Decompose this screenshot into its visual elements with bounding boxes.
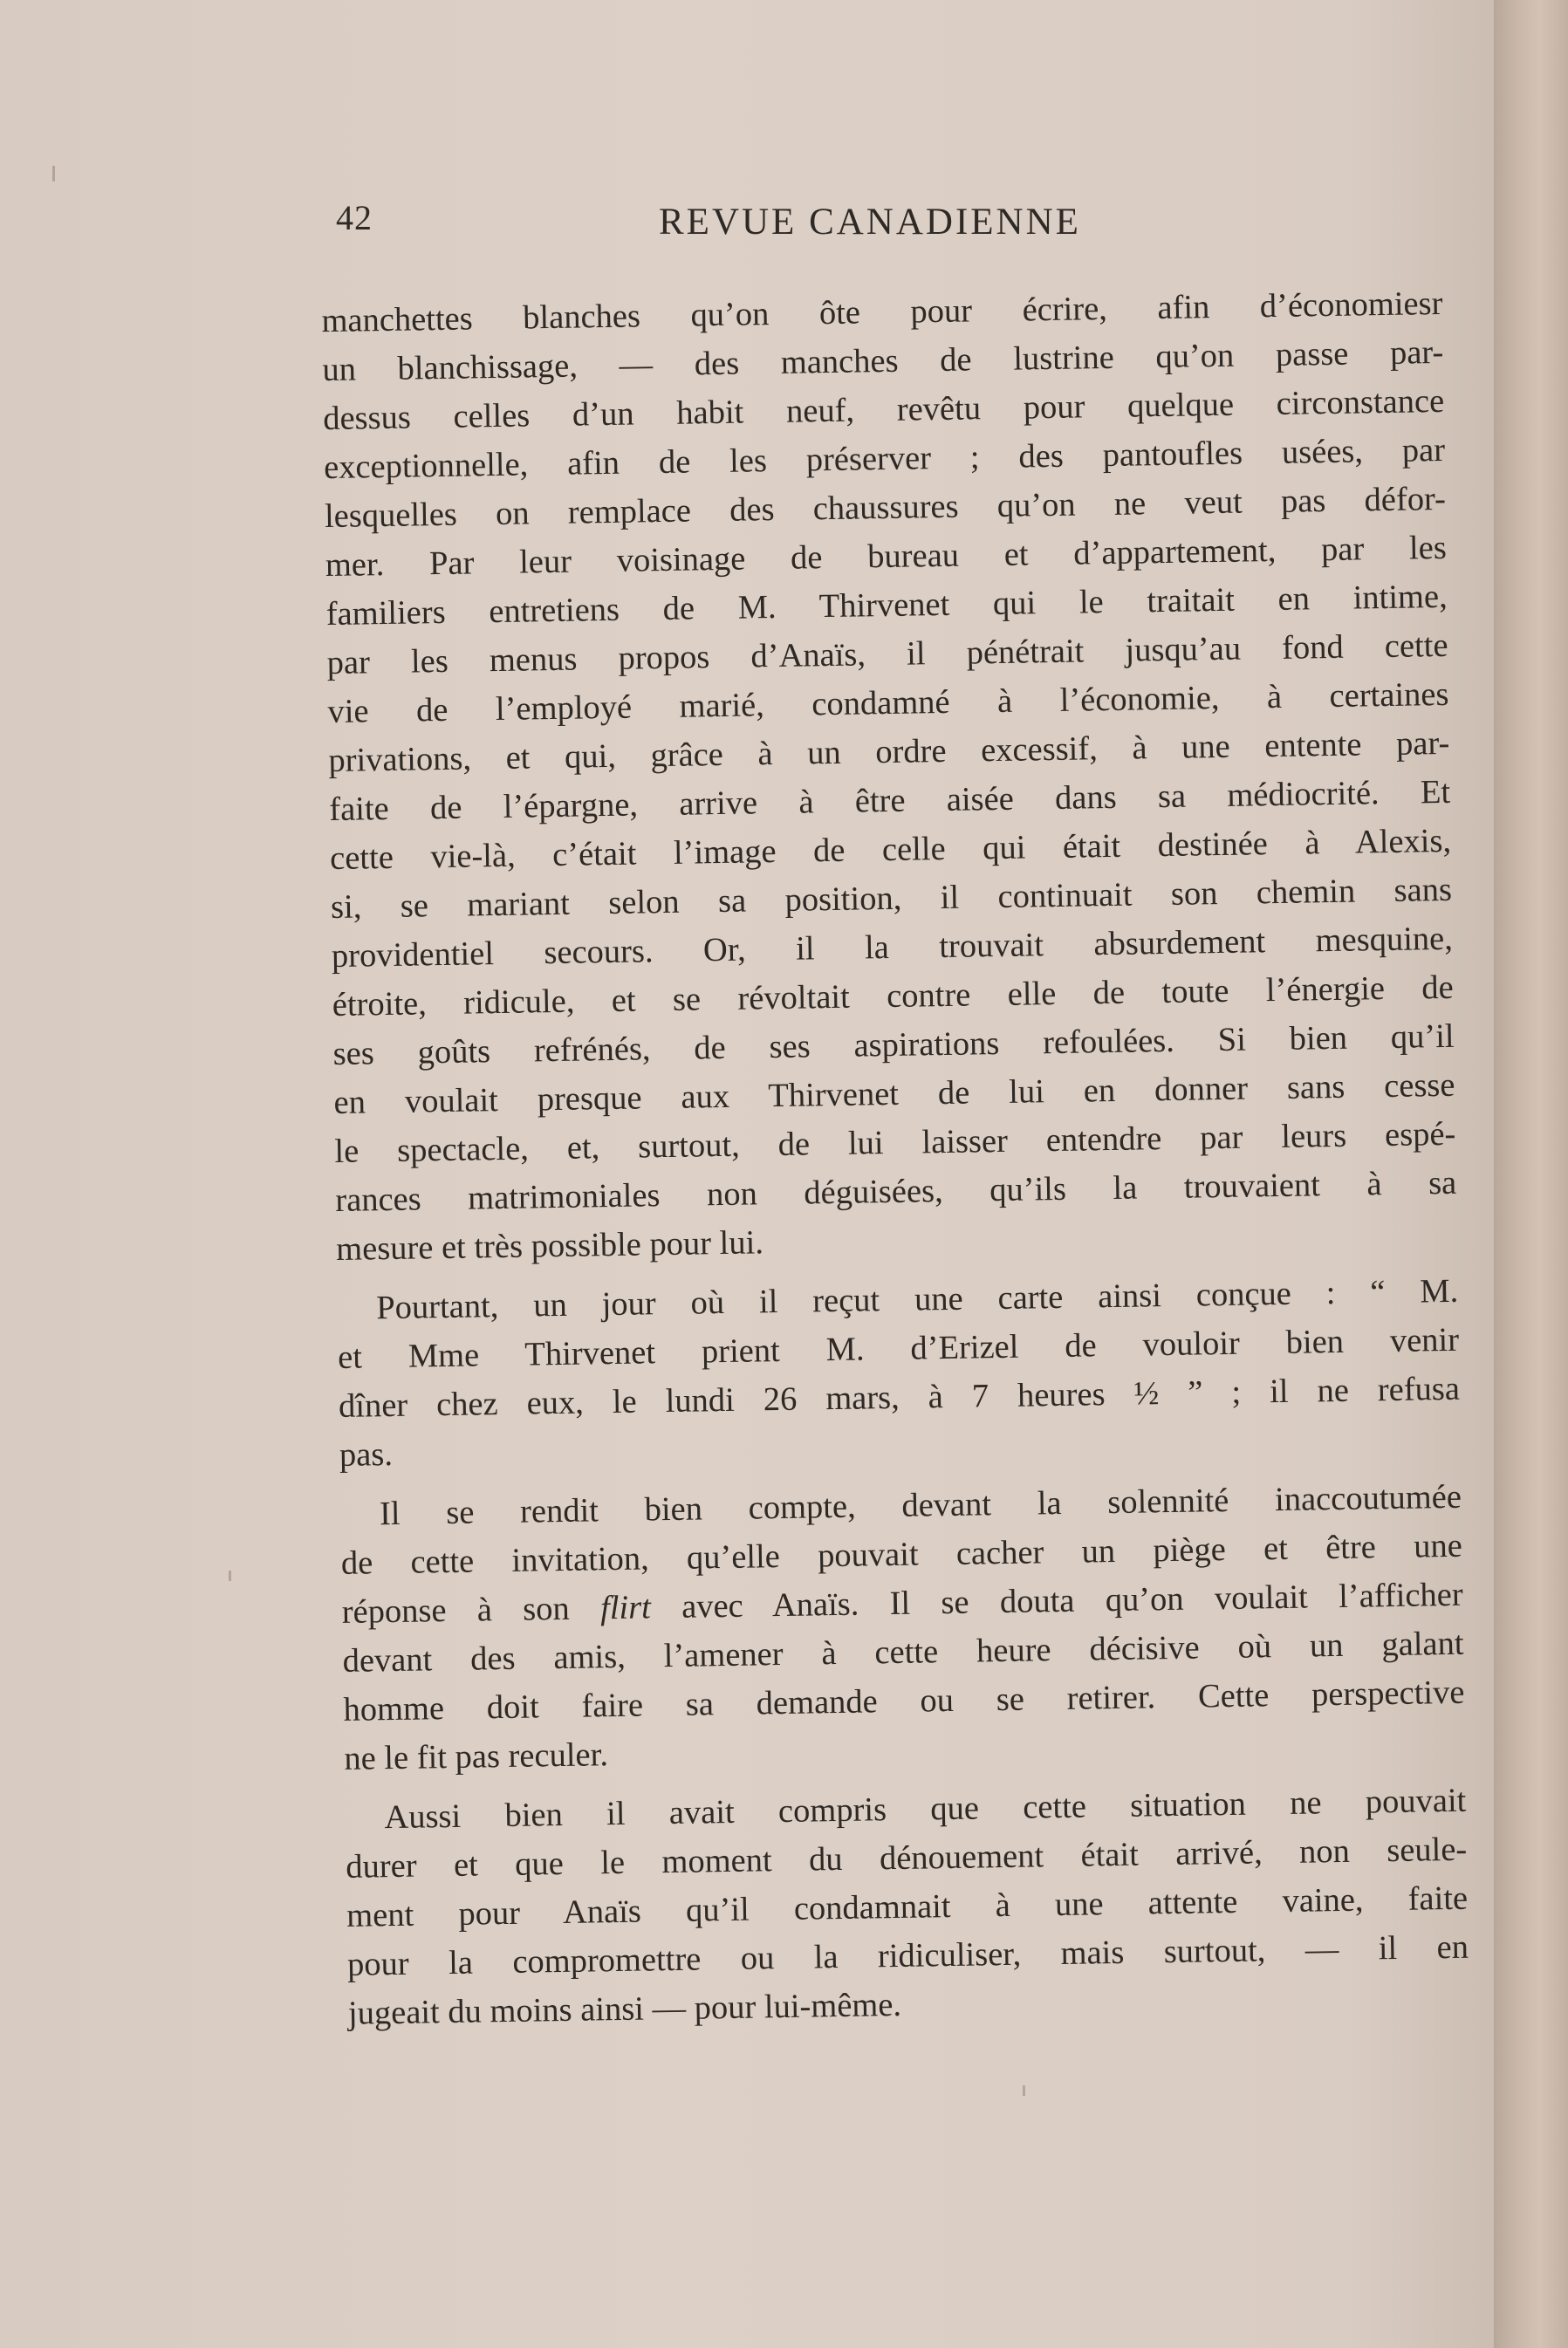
text-line: providentiel secours. Or, il la trouvait absurdement mesquine, xyxy=(331,920,1454,975)
paragraph-2 xyxy=(337,1267,1461,1480)
paper-speck xyxy=(52,166,55,181)
running-title: REVUE CANADIENNE xyxy=(659,202,1081,243)
text-line: mer. Par leur voisinage de bureau et d’appartement, par les xyxy=(325,529,1448,585)
text-line: un blanchissage, — des manches de lustrine qu’on passe par- xyxy=(322,333,1444,389)
text-line: ment pour Anaïs qu’il condamnait à une attente vaine, faite xyxy=(346,1879,1469,1934)
text-line: lesquelles on remplace des chaussures qu’on ne veut pas défor- xyxy=(324,480,1447,536)
text-line: exceptionnelle, afin de les préserver ; des pantoufles usées, par xyxy=(323,431,1446,487)
paragraph-4 xyxy=(345,1776,1469,2038)
page-edge xyxy=(1496,0,1568,2348)
text-line: de cette invitation, qu’elle pouvait cacher un piège et être une xyxy=(340,1527,1463,1582)
paragraph-1 xyxy=(321,279,1457,1274)
italic-word: flirt xyxy=(599,1589,652,1627)
text-line: faite de l’épargne, arrive à être aisée dans sa médiocrité. Et xyxy=(328,773,1451,829)
text-line: et Mme Thirvenet prient M. d’Erizel de vouloir bien venir xyxy=(337,1321,1460,1376)
text-line: par les menus propos d’Anaïs, il pénétrait jusqu’au fond cette xyxy=(326,626,1448,682)
text-line: pas. xyxy=(339,1435,394,1474)
text-line: manchettes blanches qu’on ôte pour écrire, afin d’économiesr xyxy=(321,284,1443,340)
text-line: étroite, ridicule, et se révoltait contre elle de toute l’énergie de xyxy=(332,969,1455,1023)
text-line: rances matrimoniales non déguisées, qu’ils la trouvaient à sa xyxy=(335,1164,1457,1219)
text-fragment: avec Anaïs. Il se douta qu’on voulait l’afficher xyxy=(681,1576,1463,1626)
paper-speck xyxy=(1023,2085,1025,2096)
text-line: privations, et qui, grâce à un ordre excessif, à une entente par- xyxy=(328,724,1450,780)
page-number: 42 xyxy=(336,198,373,237)
paper-speck xyxy=(229,1571,231,1581)
text-line: Aussi bien il avait compris que cette situation ne pouvait xyxy=(384,1782,1467,1837)
text-line: cette vie-là, c’était l’image de celle qui était destinée à Alexis, xyxy=(329,822,1452,878)
body-text xyxy=(321,279,1469,2038)
text-line: durer et que le moment du dénouement était arrivé, non seule- xyxy=(346,1831,1468,1886)
text-line: le spectacle, et, surtout, de lui laisser entendre par leurs espé- xyxy=(334,1115,1456,1170)
text-line: ses goûts refrénés, de ses aspirations refoulées. Si bien qu’il xyxy=(332,1017,1455,1072)
page-header xyxy=(336,194,1139,246)
text-line: pour la compromettre ou la ridiculiser, mais surtout, — il en xyxy=(346,1928,1469,1983)
text-line: ne le fit pas reculer. xyxy=(344,1736,609,1777)
text-line: jugeait du moins ainsi — pour lui-même. xyxy=(347,1986,902,2032)
paragraph-3 xyxy=(340,1473,1466,1783)
text-line: Il se rendit bien compte, devant la solennité inaccoutumée xyxy=(379,1478,1462,1533)
text-line: en voulait presque aux Thirvenet de lui en donner sans cesse xyxy=(333,1066,1455,1121)
text-line: dessus celles d’un habit neuf, revêtu pour quelque circonstance xyxy=(322,382,1445,438)
text-line: mesure et très possible pour lui. xyxy=(335,1224,764,1268)
text-line: familiers entretiens de M. Thirvenet qui le traitait en intime, xyxy=(325,578,1448,633)
text-line: si, se mariant selon sa position, il continuait son chemin sans xyxy=(330,871,1453,927)
text-line: Pourtant, un jour où il reçut une carte ainsi conçue : “ M. xyxy=(375,1272,1459,1327)
text-fragment: réponse à son xyxy=(341,1590,571,1631)
text-line: homme doit faire sa demande ou se retirer. Cette perspective xyxy=(343,1674,1465,1728)
text-line: vie de l’employé marié, condamné à l’économie, à certaines xyxy=(327,675,1449,731)
text-line: devant des amis, l’amener à cette heure décisive où un galant xyxy=(342,1625,1464,1680)
text-line: dîner chez eux, le lundi 26 mars, à 7 heures ½ ” ; il ne refusa xyxy=(338,1370,1461,1425)
